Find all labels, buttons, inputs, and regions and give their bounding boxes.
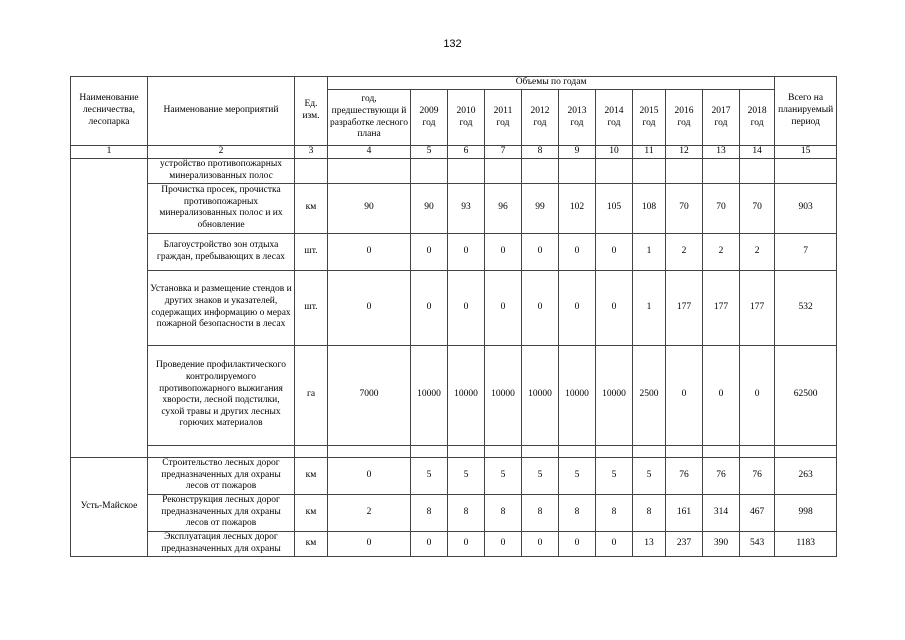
year-word: год xyxy=(750,117,764,128)
blank-cell xyxy=(522,445,559,457)
total-cell: 7 xyxy=(775,233,837,270)
value-cell: 0 xyxy=(448,233,485,270)
value-cell: 70 xyxy=(703,183,740,233)
column-number: 11 xyxy=(633,146,666,159)
total-cell xyxy=(775,158,837,183)
unit-cell: км xyxy=(295,494,328,531)
header-year-2009 xyxy=(411,90,448,146)
value-cell: 8 xyxy=(633,494,666,531)
column-number-row xyxy=(71,146,837,159)
value-cell: 0 xyxy=(411,233,448,270)
value-cell: 5 xyxy=(596,457,633,494)
activity-name: Прочистка просек, прочистка противопожарных минерализованных полос и их обновление xyxy=(148,183,295,233)
value-cell: 0 xyxy=(703,345,740,445)
value-cell: 0 xyxy=(522,233,559,270)
year-number: 2013 xyxy=(567,105,587,116)
value-cell: 7000 xyxy=(328,345,411,445)
value-cell: 8 xyxy=(559,494,596,531)
value-cell: 8 xyxy=(522,494,559,531)
header-forestry: Наименование лесничества, лесопарка xyxy=(71,77,148,146)
value-cell: 177 xyxy=(703,270,740,345)
value-cell: 0 xyxy=(596,531,633,556)
value-cell: 0 xyxy=(596,270,633,345)
value-cell: 102 xyxy=(559,183,596,233)
year-word: год xyxy=(422,117,436,128)
column-number: 13 xyxy=(703,146,740,159)
activity-name: устройство противопожарных минерализованных полос xyxy=(148,158,295,183)
value-cell: 0 xyxy=(485,531,522,556)
blank-cell xyxy=(448,445,485,457)
header-year-2011 xyxy=(485,90,522,146)
value-cell: 2 xyxy=(740,233,775,270)
header-total: Всего на планируемый период xyxy=(775,77,837,146)
value-cell xyxy=(522,158,559,183)
year-number: 2018 xyxy=(747,105,767,116)
forest-activities-table xyxy=(70,76,837,557)
column-number: 6 xyxy=(448,146,485,159)
year-number: 2014 xyxy=(604,105,624,116)
year-word: год xyxy=(677,117,691,128)
value-cell: 8 xyxy=(448,494,485,531)
header-unit: Ед. изм. xyxy=(295,77,328,146)
value-cell: 10000 xyxy=(522,345,559,445)
value-cell: 2500 xyxy=(633,345,666,445)
column-number: 4 xyxy=(328,146,411,159)
value-cell: 10000 xyxy=(559,345,596,445)
value-cell: 0 xyxy=(485,233,522,270)
value-cell: 0 xyxy=(485,270,522,345)
value-cell: 70 xyxy=(666,183,703,233)
total-cell: 998 xyxy=(775,494,837,531)
value-cell: 314 xyxy=(703,494,740,531)
value-cell: 10000 xyxy=(596,345,633,445)
value-cell: 0 xyxy=(740,345,775,445)
blank-cell xyxy=(596,445,633,457)
table-row xyxy=(71,158,837,183)
value-cell: 8 xyxy=(485,494,522,531)
value-cell: 390 xyxy=(703,531,740,556)
value-cell: 177 xyxy=(740,270,775,345)
column-number: 8 xyxy=(522,146,559,159)
value-cell xyxy=(485,158,522,183)
value-cell: 90 xyxy=(328,183,411,233)
blank-cell xyxy=(148,445,295,457)
table-row xyxy=(71,494,837,531)
header-activity: Наименование мероприятий xyxy=(148,77,295,146)
column-number: 10 xyxy=(596,146,633,159)
value-cell: 161 xyxy=(666,494,703,531)
value-cell: 1 xyxy=(633,270,666,345)
forestry-name: Усть-Майское xyxy=(71,457,148,556)
column-number: 5 xyxy=(411,146,448,159)
value-cell: 8 xyxy=(411,494,448,531)
table-row xyxy=(71,345,837,445)
value-cell: 0 xyxy=(328,233,411,270)
value-cell: 10000 xyxy=(485,345,522,445)
column-number: 1 xyxy=(71,146,148,159)
year-number: 2011 xyxy=(493,105,513,116)
year-number: 2009 xyxy=(419,105,439,116)
value-cell: 5 xyxy=(411,457,448,494)
value-cell xyxy=(633,158,666,183)
blank-cell xyxy=(411,445,448,457)
table-row xyxy=(71,183,837,233)
value-cell: 8 xyxy=(596,494,633,531)
value-cell: 5 xyxy=(633,457,666,494)
table-row xyxy=(71,270,837,345)
table-row xyxy=(71,457,837,494)
header-year-2012 xyxy=(522,90,559,146)
value-cell: 70 xyxy=(740,183,775,233)
header-prior-year: год, предшествующи й разработке лесного плана xyxy=(328,90,411,146)
value-cell xyxy=(740,158,775,183)
column-number: 7 xyxy=(485,146,522,159)
blank-cell xyxy=(703,445,740,457)
value-cell: 5 xyxy=(485,457,522,494)
value-cell: 0 xyxy=(559,270,596,345)
value-cell: 5 xyxy=(522,457,559,494)
blank-cell xyxy=(740,445,775,457)
value-cell: 177 xyxy=(666,270,703,345)
header-row xyxy=(71,77,837,90)
total-cell: 263 xyxy=(775,457,837,494)
value-cell: 2 xyxy=(328,494,411,531)
total-cell: 903 xyxy=(775,183,837,233)
value-cell: 237 xyxy=(666,531,703,556)
value-cell: 0 xyxy=(559,531,596,556)
blank-cell xyxy=(666,445,703,457)
unit-cell: га xyxy=(295,345,328,445)
value-cell xyxy=(666,158,703,183)
unit-cell: км xyxy=(295,531,328,556)
activity-name: Эксплуатация лесных дорог предназначенных для охраны xyxy=(148,531,295,556)
header-year-2017 xyxy=(703,90,740,146)
activity-name: Проведение профилактического контролируемого противопожарного выжигания хворости, лесной подстилки, сухой травы и других лесных горючих материалов xyxy=(148,345,295,445)
year-word: год xyxy=(714,117,728,128)
activity-name: Установка и размещение стендов и других знаков и указателей, содержащих информацию о мерах пожарной безопасности в лесах xyxy=(148,270,295,345)
value-cell: 0 xyxy=(411,270,448,345)
value-cell xyxy=(411,158,448,183)
year-word: год xyxy=(607,117,621,128)
value-cell xyxy=(596,158,633,183)
header-year-2016 xyxy=(666,90,703,146)
value-cell: 0 xyxy=(448,270,485,345)
unit-cell xyxy=(295,158,328,183)
column-number: 3 xyxy=(295,146,328,159)
blank-cell xyxy=(328,445,411,457)
total-cell: 532 xyxy=(775,270,837,345)
unit-cell: шт. xyxy=(295,233,328,270)
unit-cell: шт. xyxy=(295,270,328,345)
activity-name: Благоустройство зон отдыха граждан, пребывающих в лесах xyxy=(148,233,295,270)
column-number: 15 xyxy=(775,146,837,159)
blank-cell xyxy=(633,445,666,457)
column-number: 14 xyxy=(740,146,775,159)
value-cell: 0 xyxy=(328,270,411,345)
value-cell: 0 xyxy=(596,233,633,270)
blank-cell xyxy=(485,445,522,457)
forestry-cell-empty xyxy=(71,158,148,457)
value-cell: 0 xyxy=(411,531,448,556)
value-cell xyxy=(448,158,485,183)
value-cell: 13 xyxy=(633,531,666,556)
value-cell: 0 xyxy=(559,233,596,270)
header-volumes-by-year: Объемы по годам xyxy=(328,77,775,90)
year-word: год xyxy=(496,117,510,128)
value-cell: 467 xyxy=(740,494,775,531)
blank-row xyxy=(71,445,837,457)
header-year-2014 xyxy=(596,90,633,146)
unit-cell: км xyxy=(295,457,328,494)
blank-cell xyxy=(559,445,596,457)
header-year-2010 xyxy=(448,90,485,146)
value-cell: 543 xyxy=(740,531,775,556)
table-row xyxy=(71,233,837,270)
value-cell: 0 xyxy=(522,531,559,556)
value-cell xyxy=(559,158,596,183)
value-cell: 108 xyxy=(633,183,666,233)
year-number: 2017 xyxy=(711,105,731,116)
activity-name: Реконструкция лесных дорог предназначенных для охраны лесов от пожаров xyxy=(148,494,295,531)
header-year-2015 xyxy=(633,90,666,146)
value-cell: 76 xyxy=(740,457,775,494)
value-cell: 76 xyxy=(666,457,703,494)
total-cell: 62500 xyxy=(775,345,837,445)
year-word: год xyxy=(459,117,473,128)
blank-cell xyxy=(295,445,328,457)
value-cell: 93 xyxy=(448,183,485,233)
value-cell: 96 xyxy=(485,183,522,233)
value-cell: 0 xyxy=(328,457,411,494)
activity-name: Строительство лесных дорог предназначенных для охраны лесов от пожаров xyxy=(148,457,295,494)
year-number: 2012 xyxy=(530,105,550,116)
year-number: 2015 xyxy=(639,105,659,116)
column-number: 2 xyxy=(148,146,295,159)
year-word: год xyxy=(570,117,584,128)
unit-cell: км xyxy=(295,183,328,233)
value-cell: 10000 xyxy=(411,345,448,445)
value-cell xyxy=(328,158,411,183)
value-cell: 10000 xyxy=(448,345,485,445)
column-number: 9 xyxy=(559,146,596,159)
value-cell: 76 xyxy=(703,457,740,494)
header-year-2018 xyxy=(740,90,775,146)
page-number: 132 xyxy=(443,38,462,50)
year-word: год xyxy=(533,117,547,128)
value-cell: 99 xyxy=(522,183,559,233)
total-cell: 1183 xyxy=(775,531,837,556)
value-cell: 0 xyxy=(328,531,411,556)
value-cell: 0 xyxy=(666,345,703,445)
value-cell: 0 xyxy=(448,531,485,556)
table-row xyxy=(71,531,837,556)
header-year-2013 xyxy=(559,90,596,146)
blank-cell xyxy=(775,445,837,457)
value-cell: 2 xyxy=(666,233,703,270)
value-cell: 5 xyxy=(559,457,596,494)
year-number: 2010 xyxy=(456,105,476,116)
column-number: 12 xyxy=(666,146,703,159)
value-cell: 90 xyxy=(411,183,448,233)
value-cell: 1 xyxy=(633,233,666,270)
value-cell: 105 xyxy=(596,183,633,233)
value-cell: 5 xyxy=(448,457,485,494)
year-word: год xyxy=(642,117,656,128)
value-cell xyxy=(703,158,740,183)
value-cell: 2 xyxy=(703,233,740,270)
value-cell: 0 xyxy=(522,270,559,345)
year-number: 2016 xyxy=(674,105,694,116)
